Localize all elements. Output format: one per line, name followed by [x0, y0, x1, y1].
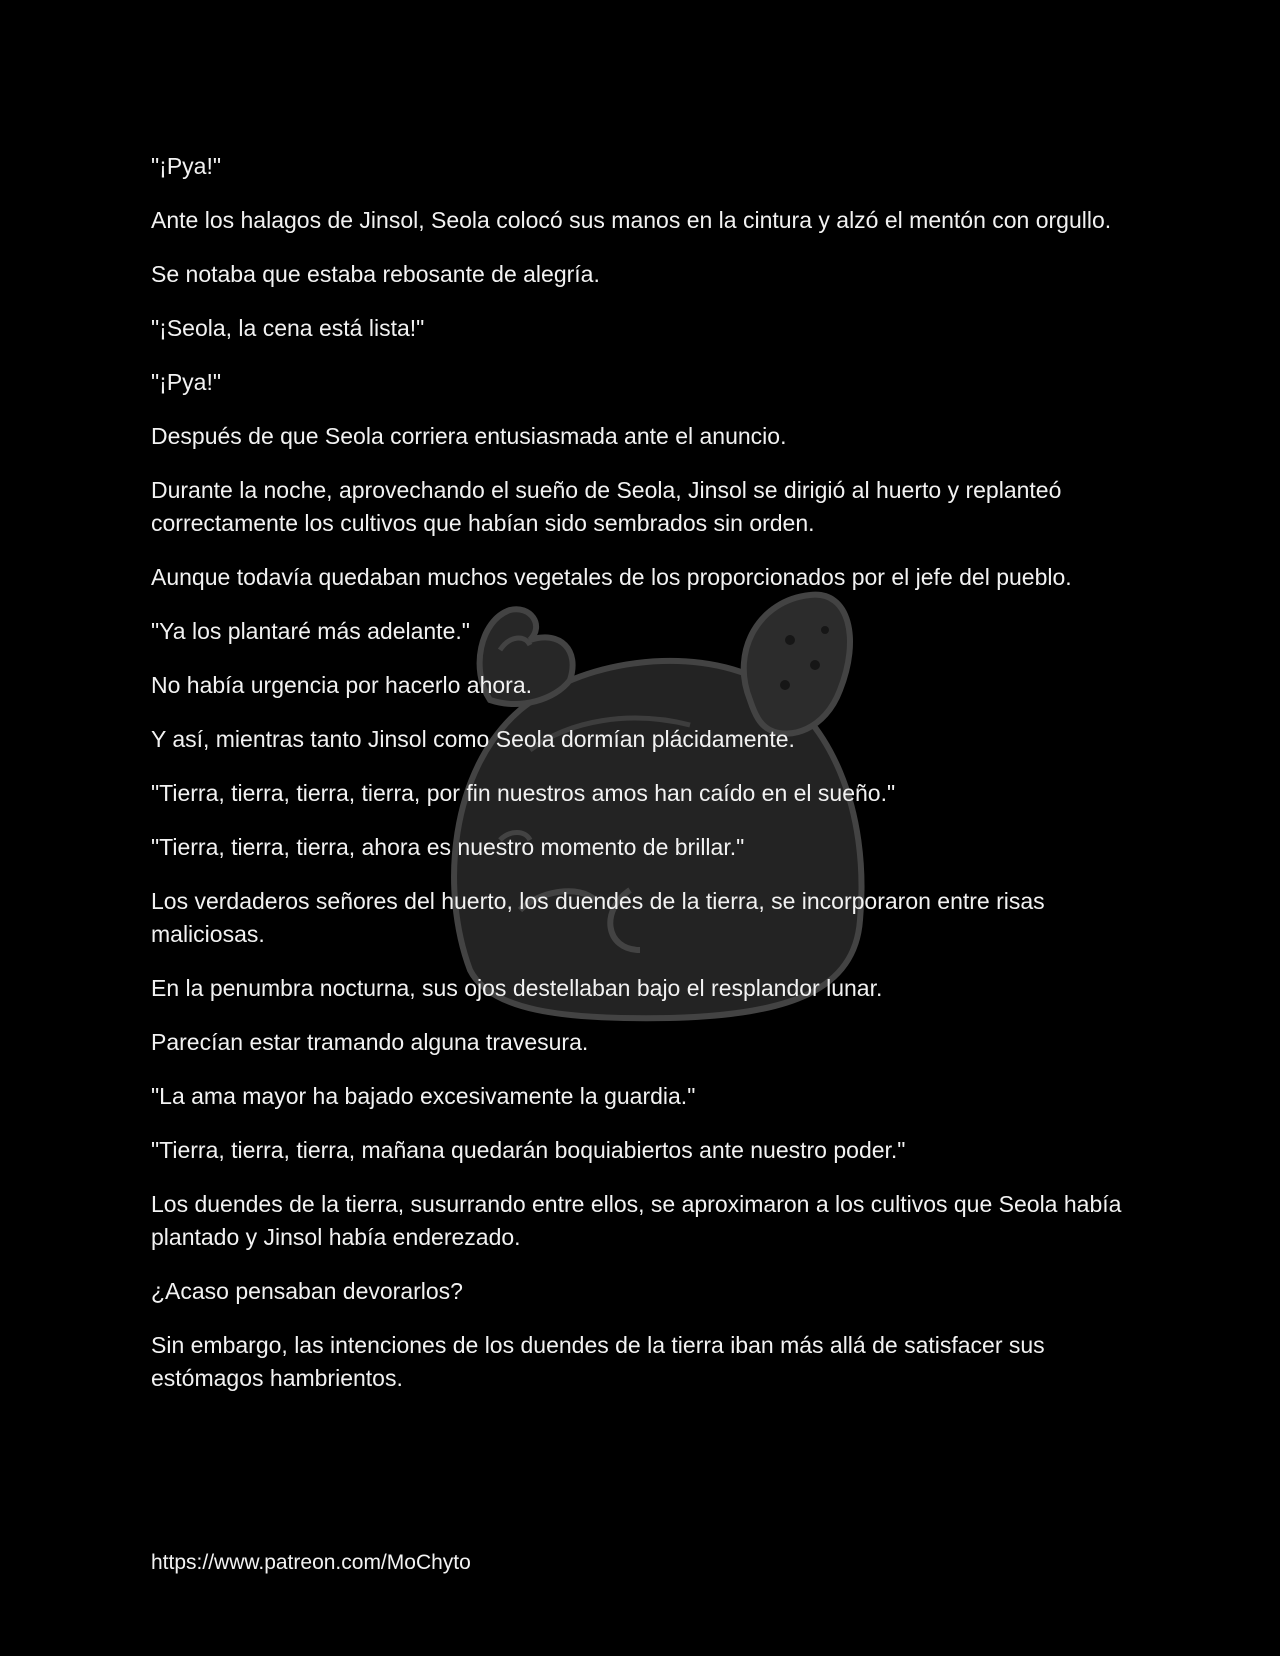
paragraph: Durante la noche, aprovechando el sueño de Seola, Jinsol se dirigió al huerto y replanteó correctamente los cultivos que habían sido sembrados sin orden. [151, 477, 1062, 536]
paragraph: Después de que Seola corriera entusiasmada ante el anuncio. [151, 423, 787, 449]
paragraph: "¡Pya!" [151, 153, 222, 179]
paragraph: No había urgencia por hacerlo ahora. [151, 672, 533, 698]
paragraph: Se notaba que estaba rebosante de alegría. [151, 261, 600, 287]
paragraph: Parecían estar tramando alguna travesura. [151, 1029, 589, 1055]
paragraph: Sin embargo, las intenciones de los duendes de la tierra iban más allá de satisfacer sus estómagos hambrientos. [151, 1332, 1045, 1391]
paragraph: Aunque todavía quedaban muchos vegetales de los proporcionados por el jefe del pueblo. [151, 564, 1072, 590]
story-text [151, 150, 1141, 1416]
paragraph: ¿Acaso pensaban devorarlos? [151, 1278, 463, 1304]
paragraph: "La ama mayor ha bajado excesivamente la guardia." [151, 1083, 696, 1109]
paragraph: Ante los halagos de Jinsol, Seola colocó sus manos en la cintura y alzó el mentón con orgullo. [151, 207, 1112, 233]
paragraph: "¡Pya!" [151, 369, 222, 395]
paragraph: Los verdaderos señores del huerto, los duendes de la tierra, se incorporaron entre risas maliciosas. [151, 888, 1045, 947]
paragraph: "Tierra, tierra, tierra, tierra, por fin nuestros amos han caído en el sueño." [151, 780, 896, 806]
paragraph: "Tierra, tierra, tierra, mañana quedarán boquiabiertos ante nuestro poder." [151, 1137, 906, 1163]
patreon-link[interactable]: https://www.patreon.com/MoChyto [151, 1551, 471, 1574]
paragraph: "¡Seola, la cena está lista!" [151, 315, 425, 341]
paragraph: En la penumbra nocturna, sus ojos destellaban bajo el resplandor lunar. [151, 975, 883, 1001]
paragraph: Los duendes de la tierra, susurrando entre ellos, se aproximaron a los cultivos que Seola había plantado y Jinsol había enderezado. [151, 1191, 1122, 1250]
paragraph: "Ya los plantaré más adelante." [151, 618, 470, 644]
paragraph: "Tierra, tierra, tierra, ahora es nuestro momento de brillar." [151, 834, 745, 860]
paragraph: Y así, mientras tanto Jinsol como Seola dormían plácidamente. [151, 726, 795, 752]
